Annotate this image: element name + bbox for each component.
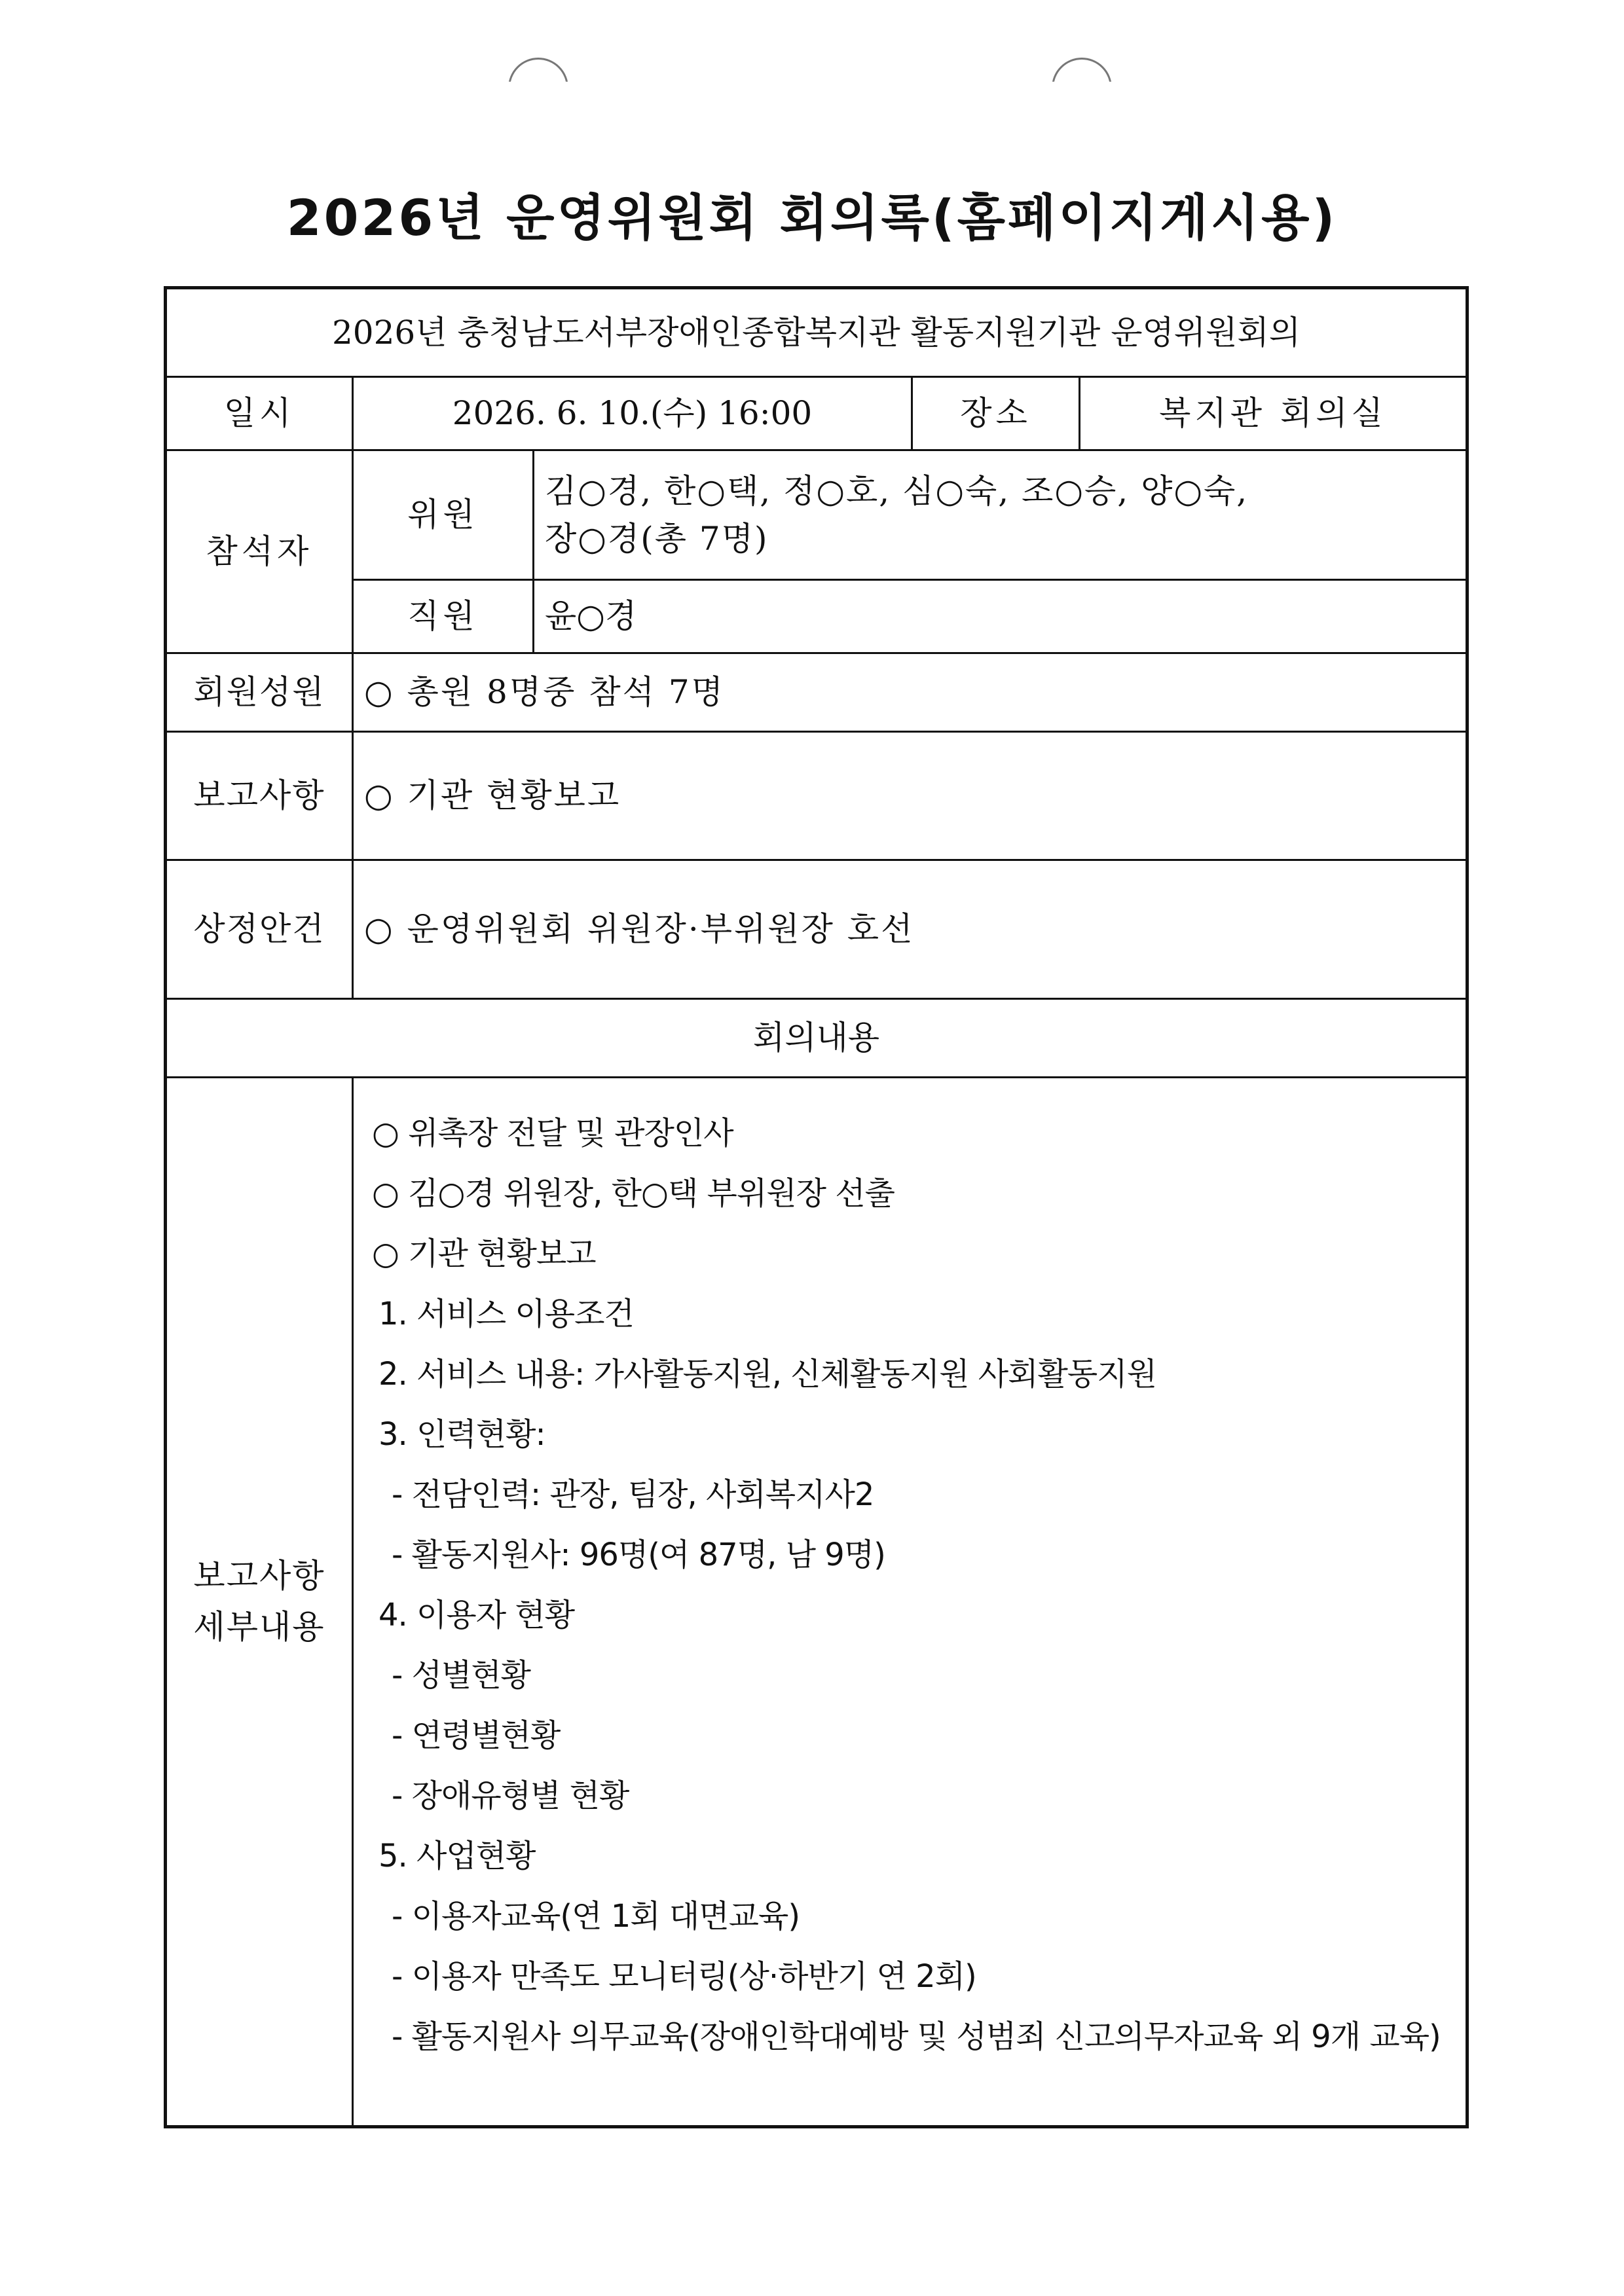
- members-value: [534, 450, 1467, 580]
- agenda-row: [166, 860, 1467, 999]
- detail-line-gender: - 성별현황: [392, 1657, 531, 1694]
- detail-line-support-workers: - 활동지원사: 96명(여 87명, 남 9명): [392, 1537, 885, 1573]
- members-label: 위원: [353, 450, 534, 580]
- quorum-value: ○ 총원 8명중 참석 7명: [353, 653, 1467, 732]
- detail-row: [166, 1078, 1467, 2127]
- members-value-line1: 김○경, 한○택, 정○호, 심○숙, 조○승, 양○숙,: [545, 472, 1249, 510]
- meeting-name-row: [166, 288, 1467, 377]
- report-row: [166, 732, 1467, 860]
- place-label: 장소: [912, 377, 1080, 450]
- detail-line-user-status: 4. 이용자 현황: [378, 1597, 575, 1633]
- staff-label: 직원: [353, 580, 534, 653]
- quorum-row: [166, 653, 1467, 732]
- detail-line-status-report: ○ 기관 현황보고: [372, 1235, 596, 1272]
- agenda-value: ○ 운영위원회 위원장·부위원장 호선: [353, 860, 1467, 999]
- staff-row: [166, 580, 1467, 653]
- agenda-label: 상정안건: [166, 860, 353, 999]
- place-value: 복지관 회의실: [1080, 377, 1467, 450]
- date-place-row: [166, 377, 1467, 450]
- quorum-label: 회원성원: [166, 653, 353, 732]
- attendees-label: 참석자: [166, 450, 353, 653]
- minutes-table: [164, 286, 1469, 2128]
- detail-label-line2: 세부내용: [193, 1607, 325, 1646]
- detail-line-service-content: 2. 서비스 내용: 가사활동지원, 신체활동지원 사회활동지원: [378, 1356, 1156, 1393]
- detail-line-age: - 연령별현황: [392, 1717, 561, 1754]
- detail-line-greeting: ○ 위촉장 전달 및 관장인사: [372, 1115, 733, 1152]
- report-label: 보고사항: [166, 732, 353, 860]
- date-value: 2026. 6. 10.(수) 16:00: [353, 377, 912, 450]
- detail-line-business-status: 5. 사업현황: [378, 1838, 536, 1874]
- detail-line-staffing: 3. 인력현황:: [378, 1416, 545, 1453]
- detail-line-user-education: - 이용자교육(연 1회 대면교육): [392, 1898, 800, 1935]
- members-value-line2: 장○경(총 7명): [545, 519, 769, 558]
- punch-hole-right: [1052, 58, 1112, 118]
- detail-line-dedicated-staff: - 전담인력: 관장, 팀장, 사회복지사2: [392, 1476, 874, 1513]
- staff-value: 윤○경: [534, 580, 1467, 653]
- punch-hole-left: [508, 58, 568, 118]
- report-value: ○ 기관 현황보고: [353, 732, 1467, 860]
- detail-line-satisfaction-monitoring: - 이용자 만족도 모니터링(상·하반기 연 2회): [392, 1958, 976, 1995]
- content-header: 회의내용: [166, 999, 1467, 1078]
- detail-label-line1: 보고사항: [193, 1557, 325, 1595]
- detail-label: [166, 1078, 353, 2127]
- detail-line-service-conditions: 1. 서비스 이용조건: [378, 1296, 634, 1332]
- detail-line-mandatory-education: - 활동지원사 의무교육(장애인학대예방 및 성범죄 신고의무자교육 외 9개 교육): [392, 2018, 1441, 2055]
- content-header-row: [166, 999, 1467, 1078]
- meeting-name: 2026년 충청남도서부장애인종합복지관 활동지원기관 운영위원회의: [166, 288, 1467, 377]
- members-row: [166, 450, 1467, 580]
- detail-line-disability-type: - 장애유형별 현황: [392, 1777, 629, 1814]
- detail-line-election: ○ 김○경 위원장, 한○택 부위원장 선출: [372, 1175, 895, 1212]
- document-title: 2026년 운영위원회 회의록(홈페이지게시용): [286, 189, 1338, 247]
- date-label: 일시: [166, 377, 353, 450]
- detail-content: [353, 1078, 1467, 2127]
